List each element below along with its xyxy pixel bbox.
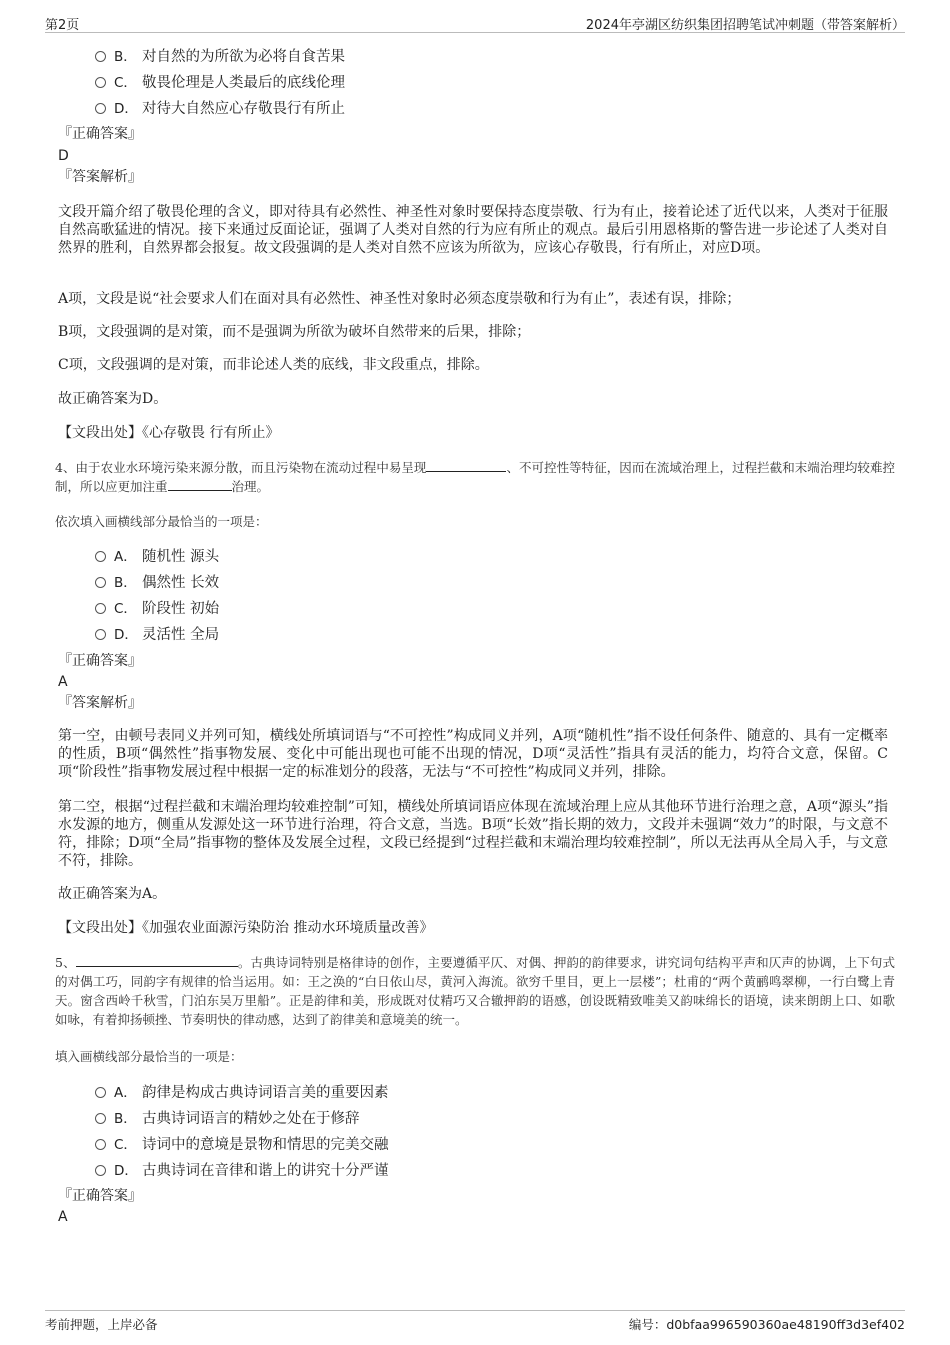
q4-options <box>95 544 219 648</box>
q5-stem: 5、 。古典诗词特别是格律诗的创作，主要遵循平仄、对偶、押韵的韵律要求，讲究词句结构平声和仄声的协调，上下句式的对偶工巧，同韵字有规律的恰当运用。如：王之涣的“白日依山尽，黄河入海流。欲穷千里目，更上一层楼”；杜甫的“两个黄鹂鸣翠柳，一行白鹭上青天。窗含西岭千秋雪，门泊东吴万里船”。正是韵律和美，形成既对仗精巧又合辙押韵的语感，创设既精致唯美又韵味绵长的语境，读来朗朗上口、如歌如咏，有着抑扬顿挫、节奏明快的律动感，达到了韵律美和意境美的统一。 <box>55 955 895 1027</box>
option-c[interactable]: C． 阶段性 初始 <box>95 596 219 622</box>
option-b[interactable]: B． 对自然的为所欲为必将自食苦果 <box>95 44 345 70</box>
option-b[interactable]: B． 古典诗词语言的精妙之处在于修辞 <box>95 1106 389 1132</box>
q3-options <box>95 44 345 122</box>
q4-answer: A <box>58 674 68 690</box>
q4-analysis-paragraph: 第一空，由顿号表同义并列可知，横线处所填词语与“不可控性”构成同义并列，A项“随机性”指不设任何条件、随意的、具有一定概率的性质，B项“偶然性”指事物发展、变化中可能出现也可能不出现的情况，D项“灵活性”指具有灵活的能力，均符合文意，保留。C项“阶段性”指事物发展过程中根据一定的标准划分的段落，无法与“不可控性”构成同义并列，排除。 <box>58 728 888 780</box>
radio-icon[interactable] <box>95 1087 106 1098</box>
q4-analysis-paragraph: 第二空，根据“过程拦截和末端治理均较难控制”可知，横线处所填词语应体现在流域治理上应从其他环节进行治理之意，A项“源头”指水发源的地方，侧重从发源处这一环节进行治理，符合文意，当选。B项“长效”指长期的效力，文段并未强调“效力”的时限，与文意不符，排除；D项“全局”指事物的整体及发展全过程，文段已经提到“过程拦截和末端治理均较难控制”，所以无法再从全局入手，与文意不符，排除。 <box>58 799 888 869</box>
radio-icon[interactable] <box>95 603 106 614</box>
q5-answer: A <box>58 1209 68 1225</box>
q3-analysis-paragraph: B项，文段强调的是对策，而不是强调为所欲为破坏自然带来的后果，排除； <box>58 324 531 340</box>
option-c[interactable]: C． 敬畏伦理是人类最后的底线伦理 <box>95 70 345 96</box>
document-title: 2024年亭湖区纺织集团招聘笔试冲刺题（带答案解析） <box>585 18 905 33</box>
radio-icon[interactable] <box>95 1165 106 1176</box>
radio-icon[interactable] <box>95 103 106 114</box>
q4-analysis-heading: 『答案解析』 <box>58 695 142 711</box>
answer-blank <box>426 458 506 472</box>
q3-analysis-heading: 『答案解析』 <box>58 169 142 185</box>
option-b[interactable]: B． 偶然性 长效 <box>95 570 219 596</box>
radio-icon[interactable] <box>95 1139 106 1150</box>
q5-options <box>95 1080 389 1184</box>
q4-conclusion: 故正确答案为A。 <box>58 886 167 902</box>
option-c[interactable]: C． 诗词中的意境是景物和情思的完美交融 <box>95 1132 389 1158</box>
q3-source: 【文段出处】《心存敬畏 行有所止》 <box>58 425 280 441</box>
option-a[interactable]: A． 随机性 源头 <box>95 544 219 570</box>
page-footer <box>45 1310 905 1333</box>
q4-source: 【文段出处】《加强农业面源污染防治 推动水环境质量改善》 <box>58 920 434 936</box>
document-id: 编号：d0bfaa996590360ae48190ff3d3ef402 <box>628 1317 905 1332</box>
radio-icon[interactable] <box>95 1113 106 1124</box>
option-d[interactable]: D． 灵活性 全局 <box>95 622 219 648</box>
q3-analysis-paragraph: C项，文段强调的是对策，而非论述人类的底线，非文段重点，排除。 <box>58 357 489 373</box>
radio-icon[interactable] <box>95 629 106 640</box>
answer-blank <box>168 477 232 491</box>
q3-analysis-paragraph: 文段开篇介绍了敬畏伦理的含义，即对待具有必然性、神圣性对象时要保持态度崇敬、行为有止，接着论述了近代以来，人类对于征服自然高歌猛进的情况。接下来通过反面论证，强调了人类对自然的行为应有所止的观点。最后引用恩格斯的警告进一步论述了人类对自然界的胜利，自然界都会报复。故文段强调的是人类对自然不应该为所欲为，应该心存敬畏，行有所止，对应D项。 <box>58 204 888 256</box>
option-d[interactable]: D． 对待大自然应心存敬畏行有所止 <box>95 96 345 122</box>
footer-slogan: 考前押题，上岸必备 <box>45 1317 158 1332</box>
radio-icon[interactable] <box>95 51 106 62</box>
q4-prompt: 依次填入画横线部分最恰当的一项是： <box>55 514 268 529</box>
q3-answer: D <box>58 148 69 164</box>
q4-stem: 4、由于农业水环境污染来源分散，而且污染物在流动过程中易呈现 、不可控性等特征，因而在流域治理上，过程拦截和末端治理均较难控制，所以应更加注重 治理。 <box>55 460 895 494</box>
page-number: 第2页 <box>45 18 80 33</box>
q4-answer-heading: 『正确答案』 <box>58 653 142 669</box>
page-header <box>45 14 905 33</box>
q5-prompt: 填入画横线部分最恰当的一项是： <box>55 1049 243 1064</box>
radio-icon[interactable] <box>95 577 106 588</box>
radio-icon[interactable] <box>95 551 106 562</box>
q3-conclusion: 故正确答案为D。 <box>58 391 168 407</box>
q3-analysis-paragraph: A项，文段是说“社会要求人们在面对具有必然性、神圣性对象时必须态度崇敬和行为有止”，表述有误，排除； <box>58 291 741 307</box>
q3-answer-heading: 『正确答案』 <box>58 126 142 142</box>
answer-blank <box>76 953 238 967</box>
option-d[interactable]: D． 古典诗词在音律和谐上的讲究十分严谨 <box>95 1158 389 1184</box>
q5-answer-heading: 『正确答案』 <box>58 1188 142 1204</box>
option-a[interactable]: A． 韵律是构成古典诗词语言美的重要因素 <box>95 1080 389 1106</box>
radio-icon[interactable] <box>95 77 106 88</box>
